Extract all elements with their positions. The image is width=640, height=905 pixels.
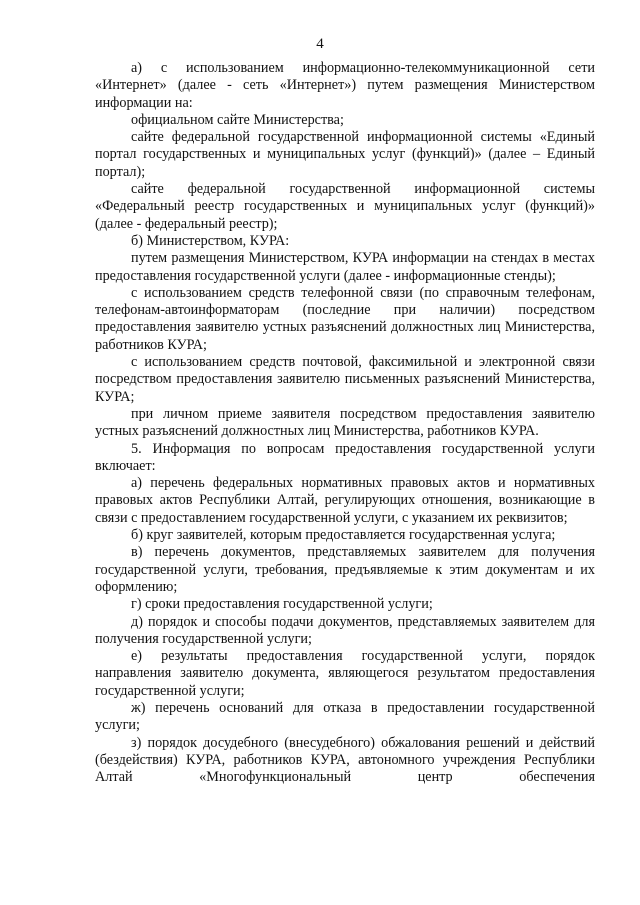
paragraph-5-zh-refusal: ж) перечень оснований для отказа в предоставлении государственной услуги; bbox=[95, 699, 595, 734]
paragraph-info-stands: путем размещения Министерством, КУРА информации на стендах в местах предоставления государственной услуги (далее - информационные стенды); bbox=[95, 250, 595, 284]
paragraph-5-e-results: е) результаты предоставления государственной услуги, порядок направления заявителю документа, являющегося результатом предоставления государственной услуги; bbox=[95, 648, 595, 699]
paragraph-telephone: с использованием средств телефонной связи (по справочным телефонам, телефонам-автоинформаторам (последние при наличии) посредством предоставления заявителю устных разъяснений должностных лиц Министерства, работников КУРА; bbox=[95, 284, 595, 353]
paragraph-federal-register: сайте федеральной государственной информационной системы «Федеральный реестр государственных и муниципальных услуг (функций)» (далее - федеральный реестр); bbox=[95, 181, 595, 232]
paragraph-5-z-appeal: з) порядок досудебного (внесудебного) обжалования решений и действий (бездействия) КУРА, работников КУРА, автономного учреждения Республики Алтай «Многофункциональный центр обеспечения bbox=[95, 734, 595, 786]
paragraph-item-5: 5. Информация по вопросам предоставления государственной услуги включает: bbox=[95, 440, 595, 474]
page-number: 4 bbox=[316, 36, 324, 52]
paragraph-5-b-applicants: б) круг заявителей, которым предоставляется государственная услуга; bbox=[131, 527, 556, 544]
paragraph-5-d-submission: д) порядок и способы подачи документов, представляемых заявителем для получения государственной услуги; bbox=[95, 613, 595, 647]
paragraph-official-site: официальном сайте Министерства; bbox=[131, 111, 344, 128]
paragraph-postal-fax-email: с использованием средств почтовой, факсимильной и электронной связи посредством предоставления заявителю письменных разъяснений Министерства, КУРА; bbox=[95, 354, 595, 405]
paragraph-5-g-terms: г) сроки предоставления государственной услуги; bbox=[131, 596, 433, 613]
paragraph-5a-internet: а) с использованием информационно-телекоммуникационной сети «Интернет» (далее - сеть «Интернет») путем размещения Министерством информации на: bbox=[95, 60, 595, 111]
document-body bbox=[95, 60, 595, 786]
paragraph-5-a-legal-acts: а) перечень федеральных нормативных правовых актов и нормативных правовых актов Республики Алтай, регулирующих отношения, возникающие в связи с предоставлением государственной услуги, с указанием их реквизитов; bbox=[95, 475, 595, 526]
paragraph-personal-reception: при личном приеме заявителя посредством предоставления заявителю устных разъяснений должностных лиц Министерства, работников КУРА. bbox=[95, 405, 595, 440]
paragraph-5-v-documents: в) перечень документов, представляемых заявителем для получения государственной услуги, требования, предъявляемые к этим документам и их оформлению; bbox=[95, 544, 595, 595]
paragraph-unified-portal: сайте федеральной государственной информационной системы «Единый портал государственных и муниципальных услуг (функций)» (далее – Единый портал); bbox=[95, 129, 595, 180]
paragraph-5b-ministry: б) Министерством, КУРА: bbox=[131, 232, 290, 249]
